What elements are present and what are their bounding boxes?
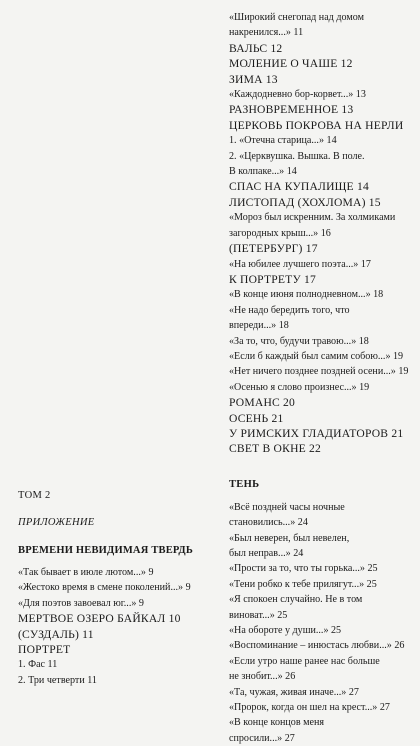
toc-entry: «Та, чужая, живая иначе...» 27 (229, 686, 359, 698)
toc-entry (229, 500, 419, 531)
toc-heading-entry: СВЕТ В ОКНЕ 22 (229, 442, 322, 456)
toc-entry (229, 303, 419, 334)
toc-heading-entry: СПАС НА КУПАЛИЩЕ 14 (229, 180, 369, 194)
toc-entry (229, 10, 419, 41)
toc-entry-line: «Мороз был искренним. За холмиками (229, 212, 396, 224)
toc-entry: «Каждодневно бор-корвет...» 13 (229, 89, 366, 101)
toc-heading-entry: ЦЕРКОВЬ ПОКРОВА НА НЕРЛИ (229, 118, 404, 132)
toc-entry-line: В колпаке...» 14 (229, 166, 297, 178)
toc-entry: «В конце июня полноднeвном...» 18 (229, 289, 384, 301)
toc-entry: 2. Три четверти 11 (18, 674, 97, 686)
toc-entry-line: накренился...» 11 (229, 27, 304, 39)
toc-heading-entry: ЗИМА 13 (229, 72, 278, 86)
toc-entry: «На юбилее лучшего поэта...» 17 (229, 258, 371, 270)
toc-entry-line: впереди...» 18 (229, 320, 289, 332)
toc-entry-line: был неправ...» 24 (229, 548, 304, 559)
toc-entry: «Прости за то, что ты горька...» 25 (229, 563, 378, 575)
toc-entry (229, 592, 419, 623)
toc-entry-line: «Был неверен, был невелен, (229, 532, 350, 544)
section-title: ТЕНЬ (229, 478, 260, 490)
toc-heading-entry: К ПОРТРЕТУ 17 (229, 272, 316, 286)
toc-entry (229, 531, 419, 562)
toc-entry: «Так бывает в июле лютом...» 9 (18, 567, 154, 578)
toc-heading-entry: У РИМСКИХ ГЛАДИАТОРОВ 21 (229, 426, 404, 440)
toc-entry: «Пророк, когда он шел на крест...» 27 (229, 702, 390, 714)
toc-entry (229, 149, 419, 180)
toc-entry-line: виноват...» 25 (229, 609, 288, 621)
toc-heading-entry: РАЗНОВРЕМЕННОЕ 13 (229, 103, 354, 117)
part-title: ВРЕМЕНИ НЕВИДИМАЯ ТВЕРДЬ (18, 545, 193, 556)
toc-heading-entry: ПОРТРЕТ (18, 643, 71, 657)
toc-entry: «Тени робко к тебе прилягут...» 25 (229, 578, 377, 590)
right-toc-list (229, 10, 419, 457)
toc-entry: «На обороте у души...» 25 (229, 625, 342, 637)
toc-heading-entry: ЛИСТОПАД (ХОХЛОМА) 15 (229, 195, 381, 209)
toc-entry-line: не знобит...» 26 (229, 671, 296, 683)
toc-entry-line: «Всё поздней часы ночные (229, 501, 345, 513)
toc-entry: «Нет ничего позднее поздней осени...» 19 (229, 366, 409, 378)
toc-entry: «Осенью я слово произнес...» 19 (229, 381, 370, 393)
toc-entry (229, 715, 419, 746)
toc-entry-line: 2. «Церквушка. Вышка. В поле. (229, 150, 365, 162)
toc-heading-entry: МОЛЕНИЕ О ЧАШЕ 12 (229, 57, 353, 71)
toc-heading-entry: ОСЕНЬ 21 (229, 411, 284, 425)
volume-label: ТОМ 2 (18, 490, 51, 501)
toc-entry-line: «В конце концов меня (229, 717, 325, 729)
toc-entry-line: «Широкий снегопад над домом (229, 12, 364, 23)
toc-entry-line: «Если утро наше ранее нас больше (229, 655, 380, 667)
toc-entry: 1. «Отечна старица...» 14 (229, 135, 337, 147)
section-toc-list (229, 500, 419, 746)
toc-entry: 1. Фас 11 (18, 659, 58, 671)
toc-entry: «Жестоко время в смене поколений...» 9 (18, 582, 191, 594)
toc-entry: «Воспоминание – инюстась любви...» 26 (229, 640, 405, 652)
toc-entry-line: «Не надо бередить того, что (229, 304, 350, 316)
toc-heading-entry: (СУЗДАЛЬ) 11 (18, 627, 94, 641)
toc-entry-line: загородных крыш...» 16 (229, 227, 331, 239)
right-column (229, 10, 419, 746)
toc-entry: «Если б каждый был самим собою...» 19 (229, 350, 404, 362)
toc-entry (229, 654, 419, 685)
toc-heading-entry: ВАЛЬС 12 (229, 41, 283, 55)
toc-entry (229, 210, 419, 241)
toc-entry: «За то, что, будучи травою...» 18 (229, 335, 369, 347)
left-column (18, 490, 208, 688)
toc-entry-line: «Я спокоен случайно. Не в том (229, 594, 363, 606)
toc-entry: «Для поэтов завоевал юг...» 9 (18, 597, 144, 609)
toc-entry-line: становились...» 24 (229, 517, 308, 529)
toc-heading-entry: (ПЕТЕРБУРГ) 17 (229, 242, 318, 256)
toc-heading-entry: РОМАНС 20 (229, 396, 296, 410)
toc-heading-entry: МЕРТВОЕ ОЗЕРО БАЙКАЛ 10 (18, 612, 181, 626)
appendix-label: ПРИЛОЖЕНИЕ (18, 517, 95, 528)
toc-entry-line: спросили...» 27 (229, 732, 295, 744)
left-toc-list (18, 565, 208, 688)
